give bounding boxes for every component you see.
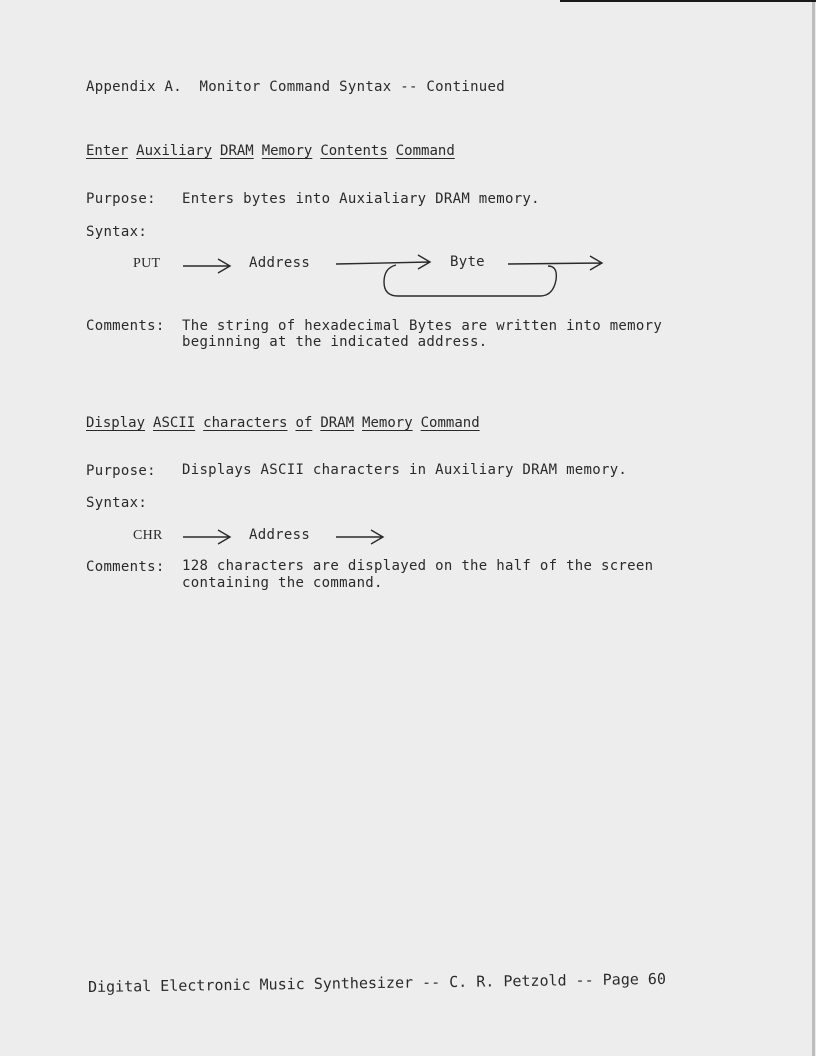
section2-purpose-label: Purpose:: [86, 463, 156, 479]
heading-word: Auxiliary: [136, 143, 213, 159]
section1-comments-label: Comments:: [86, 318, 165, 334]
section2-syntax-cmd: CHR: [133, 528, 163, 543]
section1-syntax-cmd: PUT: [133, 256, 161, 271]
arrow-put-to-address: [183, 259, 230, 273]
heading-word: Command: [420, 415, 480, 431]
heading-word: Display: [86, 415, 146, 431]
arrow-byte-to-end: [508, 256, 602, 270]
section1-comments-line2: beginning at the indicated address.: [182, 334, 488, 350]
section1-purpose-text: Enters bytes into Auxialiary DRAM memory.: [182, 191, 540, 207]
section1-syntax-label: Syntax:: [86, 224, 148, 240]
section2-comments-line2: containing the command.: [182, 575, 383, 591]
heading-word: Memory: [261, 143, 313, 159]
section1-purpose-label: Purpose:: [86, 191, 156, 207]
heading-word: Memory: [362, 415, 413, 431]
page-footer: Digital Electronic Music Synthesizer -- C. R. Petzold -- Page 60: [87, 969, 667, 996]
section1-syntax-arg1: Address: [249, 255, 311, 271]
heading-word: of: [295, 415, 313, 431]
heading-word: Command: [395, 143, 455, 159]
section2-syntax-arg1: Address: [249, 527, 311, 543]
arrow-address-to-byte: [336, 255, 430, 269]
heading-word: DRAM: [320, 415, 355, 431]
arrow-chr-to-address: [183, 530, 230, 544]
section1-comments-line1: The string of hexadecimal Bytes are written into memory: [182, 318, 663, 334]
section2-comments-line1: 128 characters are displayed on the half of the screen: [182, 558, 654, 574]
heading-word: DRAM: [220, 143, 254, 159]
heading-word: Contents: [320, 143, 388, 159]
page-title: Appendix A. Monitor Command Syntax -- Continued: [86, 79, 505, 95]
section2-syntax-label: Syntax:: [86, 495, 148, 511]
arrow-address-to-end: [336, 530, 383, 544]
section2-comments-label: Comments:: [86, 559, 165, 575]
heading-word: characters: [203, 415, 288, 431]
section2-heading: [86, 415, 488, 431]
heading-word: ASCII: [153, 415, 196, 431]
section2-purpose-text: Displays ASCII characters in Auxiliary DRAM memory.: [182, 462, 628, 478]
section1-syntax-arg2: Byte: [450, 254, 485, 270]
repeat-loop: [384, 265, 556, 296]
heading-word: Enter: [86, 143, 129, 159]
